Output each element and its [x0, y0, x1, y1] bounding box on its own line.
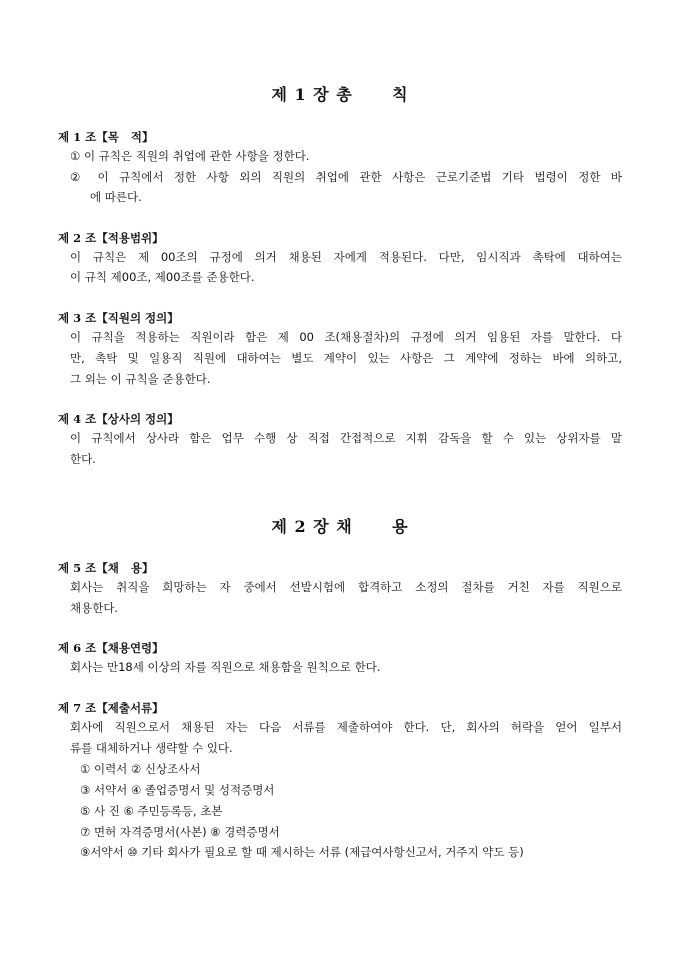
article-4-line-2: 한다.	[70, 452, 96, 466]
article-7-line-2: 류를 대체하거나 생략할 수 있다.	[70, 741, 233, 755]
article-2-line-1: 이 규칙은 제 00조의 규정에 의거 채용된 자에게 적용된다. 다만, 임시직과 촉탁에 대하여는	[70, 250, 622, 264]
article-4-line-1: 이 규칙에서 상사라 함은 업무 수행 상 직접 간접적으로 지휘 감독을 할 수 있는 상위자를 말	[70, 431, 622, 445]
article-5-line-2: 채용한다.	[70, 601, 119, 615]
article-7-line-6: ⑦ 면허 자격증명서(사본) ⑧ 경력증명서	[80, 825, 280, 839]
article-3-line-1: 이 규칙을 적용하는 직원이라 함은 제 00 조(채용절차)의 규정에 의거 임용된 자를 말한다. 다	[70, 330, 622, 344]
article-5-line-1: 회사는 취직을 희망하는 자 중에서 선발시험에 합격하고 소정의 절차를 거친 자를 직원으로	[70, 580, 622, 594]
article-3-line-3: 그 외는 이 규칙을 준용한다.	[70, 372, 211, 386]
article-1-line-3: 에 따른다.	[90, 190, 142, 204]
article-7-line-5: ⑤ 사 진 ⑥ 주민등록등, 초본	[80, 804, 223, 818]
article-5-title: 제 5 조【채 용】	[58, 561, 154, 575]
chapter-1-title: 제 1 장 총 칙	[271, 85, 409, 104]
article-1-line-2: ② 이 규칙에서 정한 사항 외의 직원의 취업에 관한 사항은 근로기준법 기타 법령이 정한 바	[70, 170, 622, 184]
article-3-title: 제 3 조【직원의 정의】	[58, 311, 179, 325]
article-7-line-4: ③ 서약서 ④ 졸업증명서 및 성적증명서	[80, 783, 275, 797]
article-1-title: 제 1 조【목 적】	[58, 130, 154, 144]
article-7-line-7: ⑨서약서 ⑩ 기타 회사가 필요로 할 때 제시하는 서류 (제급여사항신고서, 거주지 약도 등)	[80, 845, 524, 859]
article-4-title: 제 4 조【상사의 정의】	[58, 412, 179, 426]
article-3-line-2: 만, 촉탁 및 일용직 직원에 대하여는 별도 계약이 있는 사항은 그 계약에 정하는 바에 의하고,	[70, 351, 622, 365]
article-7-title: 제 7 조【제출서류】	[58, 701, 164, 715]
article-1-line-1: ① 이 규칙은 직원의 취업에 관한 사항을 정한다.	[70, 149, 310, 163]
chapter-2-title: 제 2 장 채 용	[271, 517, 409, 536]
article-7-line-1: 회사에 직원으로서 채용된 자는 다음 서류를 제출하여야 한다. 단, 회사의 허락을 얻어 일부서	[70, 720, 622, 734]
article-6-title: 제 6 조【채용연령】	[58, 641, 164, 655]
article-6-line-1: 회사는 만18세 이상의 자를 직원으로 채용함을 원칙으로 한다.	[70, 660, 381, 674]
article-2-line-2: 이 규칙 제00조, 제00조를 준용한다.	[70, 270, 255, 284]
article-2-title: 제 2 조【적용범위】	[58, 231, 164, 245]
article-7-line-3: ① 이력서 ② 신상조사서	[80, 762, 201, 776]
